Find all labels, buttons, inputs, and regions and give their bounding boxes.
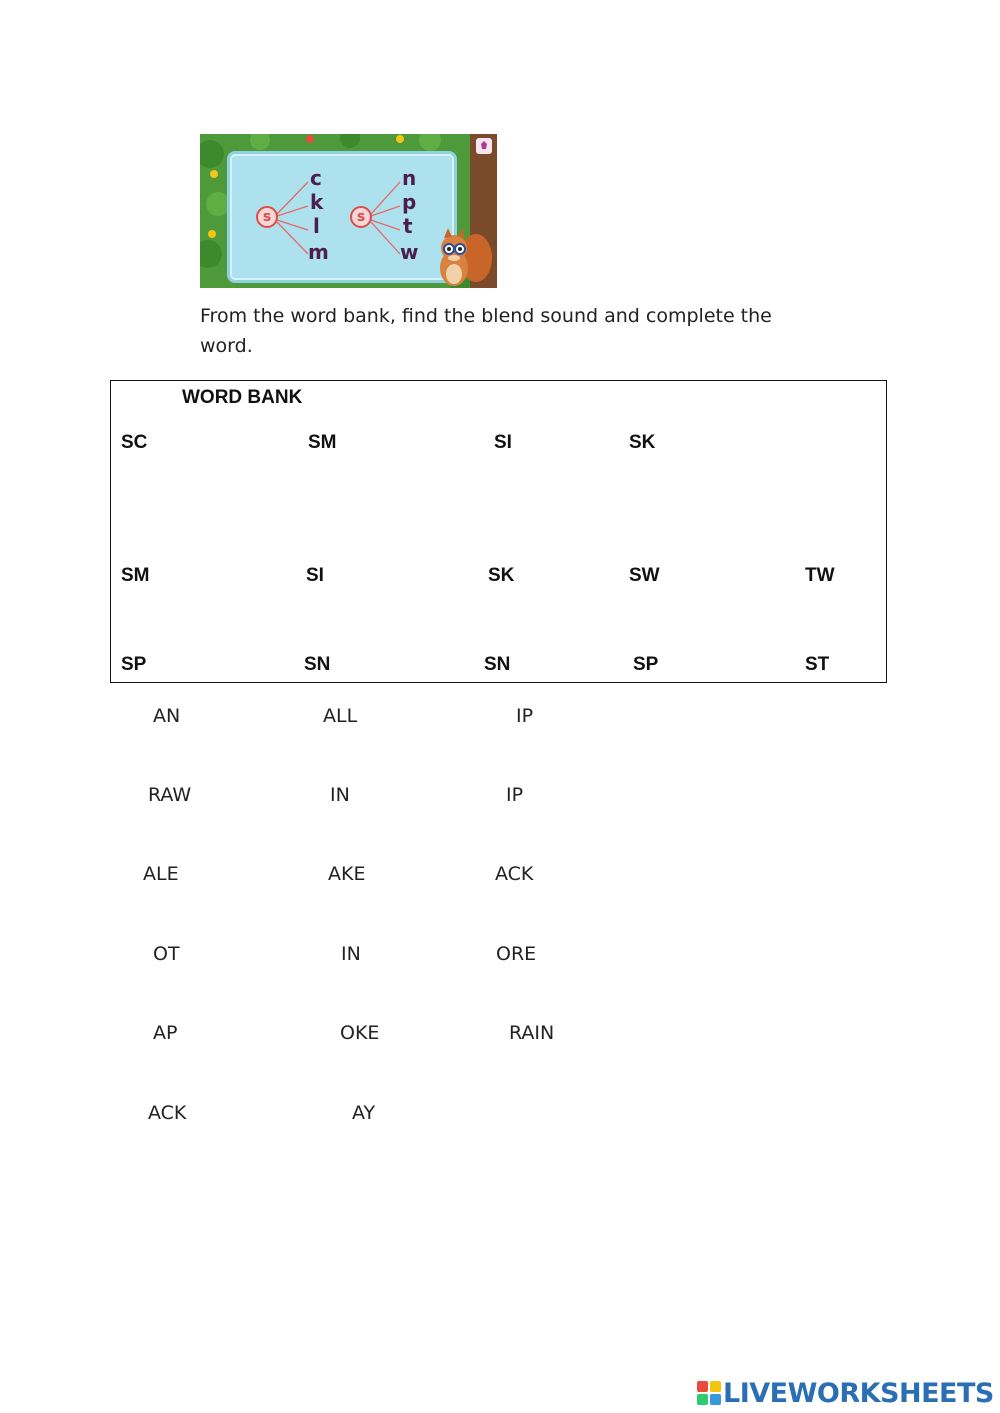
logo-square-yellow	[710, 1381, 721, 1392]
blend-s-right: s	[350, 206, 372, 228]
letter-left-3: l	[313, 214, 320, 238]
word-ending: IP	[506, 784, 524, 806]
word-bank-item: SI	[494, 432, 512, 453]
word-ending: OKE	[340, 1022, 380, 1044]
word-bank-item: SP	[121, 654, 147, 675]
word-ending: ALL	[323, 705, 358, 727]
word-ending: ORE	[496, 943, 537, 965]
word-ending: AP	[153, 1022, 178, 1044]
word-ending: ACK	[495, 863, 534, 885]
word-ending: OT	[153, 943, 180, 965]
word-ending: IP	[516, 705, 534, 727]
word-bank-item: SC	[121, 432, 148, 453]
instruction-text: From the word bank, find the blend sound and complete the word.	[200, 305, 772, 357]
word-ending: RAW	[148, 784, 192, 806]
letter-right-1: n	[402, 166, 417, 190]
word-bank-item: SM	[308, 432, 337, 453]
word-ending: IN	[341, 943, 361, 965]
word-bank-box	[110, 380, 887, 683]
word-bank-item: SK	[629, 432, 656, 453]
liveworksheets-logo	[697, 1376, 994, 1410]
letter-left-1: c	[310, 166, 322, 190]
word-ending: AY	[352, 1102, 376, 1124]
logo-mark-icon	[697, 1381, 721, 1405]
word-bank-title: WORD BANK	[182, 387, 303, 408]
squirrel-icon	[424, 228, 494, 288]
letter-board	[227, 151, 457, 283]
logo-square-green	[697, 1394, 708, 1405]
word-ending: ALE	[143, 863, 179, 885]
letter-right-2: p	[402, 190, 417, 214]
word-bank-item: SI	[306, 565, 324, 586]
word-ending: IN	[330, 784, 350, 806]
word-bank-item: SW	[629, 565, 660, 586]
word-ending: AKE	[328, 863, 366, 885]
logo-square-red	[697, 1381, 708, 1392]
word-ending: RAIN	[509, 1022, 555, 1044]
word-bank-item: SP	[633, 654, 659, 675]
word-bank-item: TW	[805, 565, 835, 586]
word-bank-item: SN	[484, 654, 511, 675]
letter-right-4: w	[400, 240, 419, 264]
logo-square-blue	[710, 1394, 721, 1405]
word-bank-item: SN	[304, 654, 331, 675]
letter-left-4: m	[308, 240, 329, 264]
word-ending: AN	[153, 705, 181, 727]
banner-image	[200, 134, 497, 288]
blend-s-left: s	[256, 206, 278, 228]
logo-text: LIVEWORKSHEETS	[723, 1377, 994, 1409]
word-bank-item: SM	[121, 565, 150, 586]
word-bank-item: ST	[805, 654, 830, 675]
word-ending: ACK	[148, 1102, 187, 1124]
letter-left-2: k	[310, 190, 324, 214]
word-bank-item: SK	[488, 565, 515, 586]
letter-right-3: t	[403, 214, 413, 238]
